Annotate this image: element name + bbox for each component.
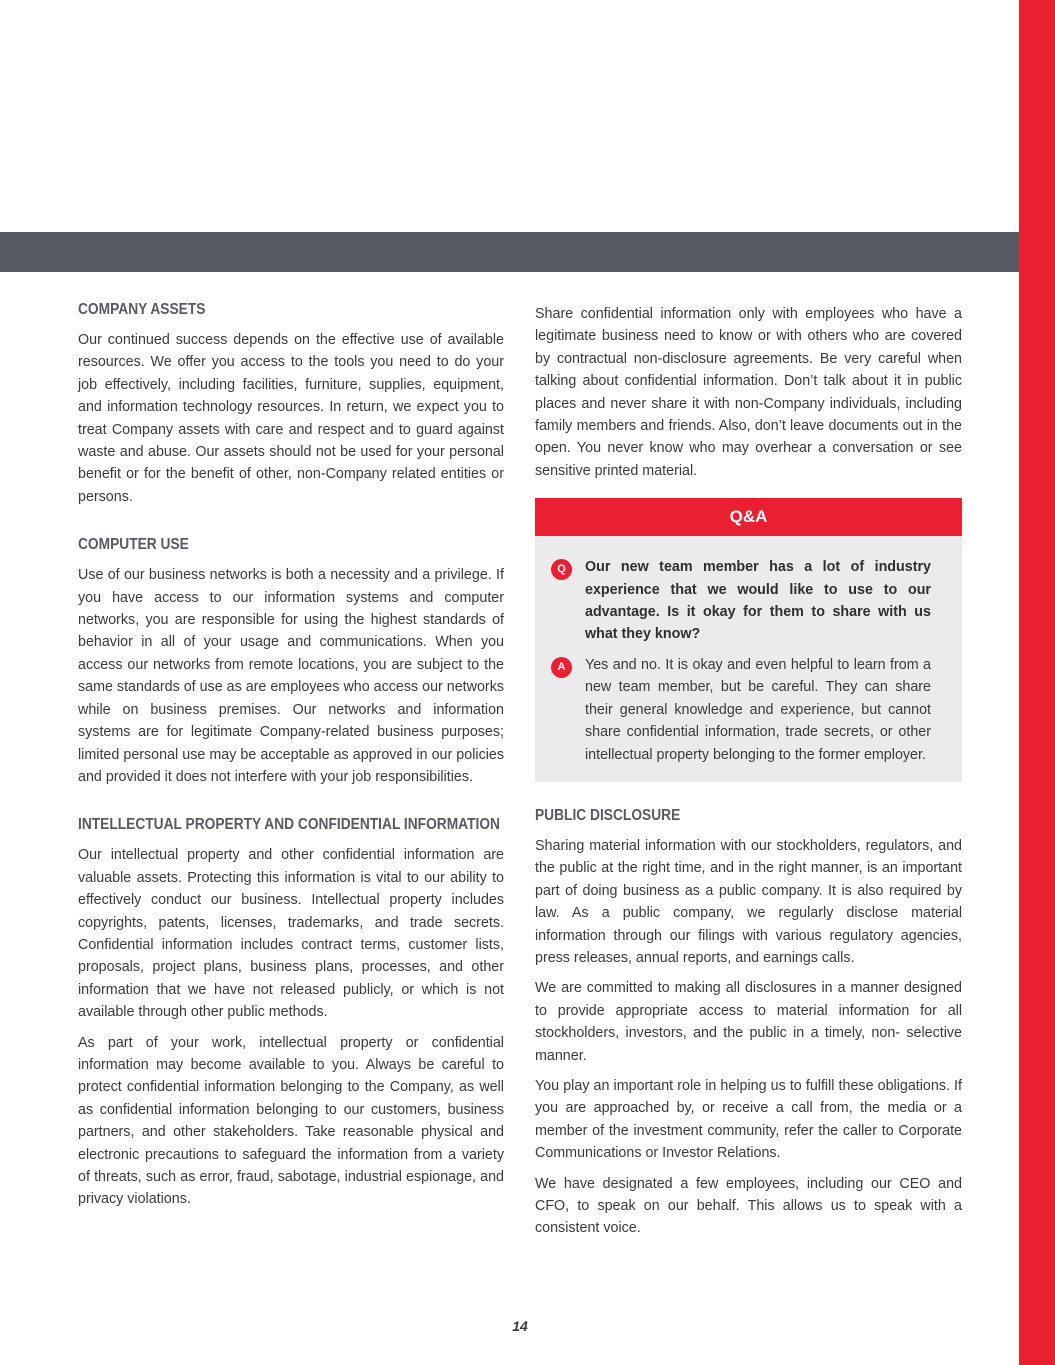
public-disclosure-paragraph-1: Sharing material information with our stockholders, regulators, and the public at the right time, and in the right manner, is an important part of doing business as a public company. It is also required by law. As a public company, we regularly disclose material information through our filings with various regulatory agencies, press releases, annual reports, and earnings calls. — [535, 837, 962, 966]
public-disclosure-section — [535, 806, 962, 1240]
ip-paragraph-1: Our intellectual property and other confidential information are valuable assets. Protecting this information is vital to our ability to effectively conduct our business. Intellectual property includes copyrights, patents, licenses, trademarks, and trade secrets. Confidential information includes contract terms, customer lists, proposals, project plans, business plans, processes, and other information that we have not released publicly, or which is not available through other public methods. — [78, 847, 504, 1021]
page-number: 14 — [512, 1318, 528, 1334]
qa-question — [535, 536, 962, 646]
qa-answer — [535, 646, 962, 766]
qa-box — [535, 498, 962, 782]
public-disclosure-paragraph-4: We have designated a few employees, including our CEO and CFO, to speak on our behalf. This allows us to speak with a consistent voice. — [535, 1175, 962, 1237]
public-disclosure-heading: PUBLIC DISCLOSURE — [535, 806, 681, 824]
public-disclosure-paragraph-3: You play an important role in helping us to fulfill these obligations. If you are approached by, or receive a call from, the media or a member of the investment community, refer the caller to Corporate Communications or Investor Relations. — [535, 1077, 962, 1162]
company-assets-paragraph: Our continued success depends on the effective use of available resources. We offer you access to the tools you need to do your job effectively, including facilities, furniture, supplies, equipment, and information technology resources. In return, we expect you to treat Company assets with care and respect and to guard against waste and abuse. Our assets should not be used for your personal benefit or for the benefit of other, non-Company related entities or persons. — [78, 332, 504, 505]
answer-badge-icon: A — [551, 657, 572, 678]
company-assets-section — [78, 300, 504, 508]
accent-side-bar — [1019, 0, 1055, 1365]
left-column — [78, 300, 504, 1238]
question-text: Our new team member has a lot of industry experience that we would like to use to our advantage. Is it okay for them to share with us what they know? — [585, 559, 931, 643]
ip-heading: INTELLECTUAL PROPERTY AND CONFIDENTIAL INFORMATION — [78, 816, 500, 834]
right-column — [535, 303, 962, 1267]
computer-use-section — [78, 535, 504, 788]
company-assets-heading: COMPANY ASSETS — [78, 301, 206, 318]
qa-title: Q&A — [535, 498, 962, 536]
question-badge-icon: Q — [551, 559, 572, 580]
ip-section — [78, 815, 504, 1211]
confidential-sharing-paragraph: Share confidential information only with employees who have a legitimate business need to know or with others who are covered by contractual non-disclosure agreements. Be very careful when talking about confidential information. Don’t talk about it in public places and never share it with non-Company individuals, including family members and friends. Also, don’t leave documents out in the open. You never know who may overhear a conversation or see sensitive printed material. — [535, 306, 962, 479]
ip-paragraph-2: As part of your work, intellectual property or confidential information may become available to you. Always be careful to protect confidential information belonging to the Company, as well as confidential information belonging to our customers, business partners, and other stakeholders. Take reasonable physical and electronic precautions to safeguard the information from a variety of threats, such as error, fraud, sabotage, industrial espionage, and privacy violations. — [78, 1034, 504, 1208]
computer-use-paragraph: Use of our business networks is both a necessity and a privilege. If you have access to our information systems and computer networks, you are responsible for using the highest standards of behavior in all of your usage and communications. When you access our networks from remote locations, you are subject to the same standards of use as are employees who access our networks while on business premises. Our networks and information systems are for legitimate Company-related business purposes; limited personal use may be acceptable as approved in our policies and provided it does not interfere with your job responsibilities. — [78, 567, 504, 785]
public-disclosure-paragraph-2: We are committed to making all disclosures in a manner designed to provide appropriate access to material information for all stockholders, investors, and the public in a timely, non- selective manner. — [535, 980, 962, 1064]
answer-text: Yes and no. It is okay and even helpful to learn from a new team member, but be careful. They can share their general knowledge and experience, but cannot share confidential information, trade secrets, or other intellectual property belonging to the former employer. — [585, 656, 931, 763]
header-band — [0, 232, 1019, 272]
computer-use-heading: COMPUTER USE — [78, 536, 189, 554]
